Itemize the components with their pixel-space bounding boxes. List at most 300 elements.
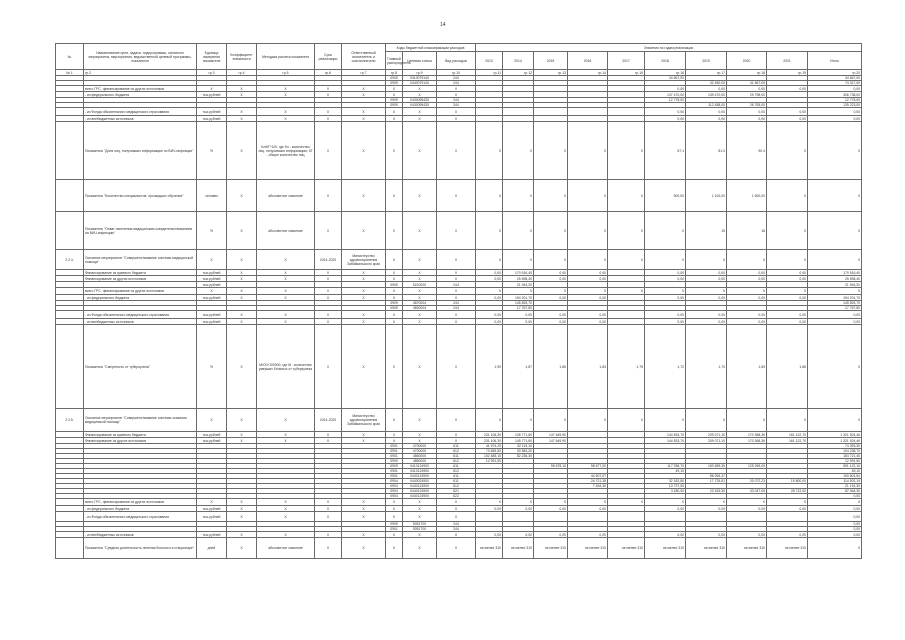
table-cell: 244 xyxy=(437,527,476,532)
table-cell: X xyxy=(257,438,315,444)
table-cell: 244 xyxy=(437,103,476,108)
table-cell: X xyxy=(437,250,476,270)
table-cell: X xyxy=(315,122,342,180)
table-cell xyxy=(767,512,808,522)
table-cell: М/ОЧ*100000, где М - количество умерших больных от туберкулеза xyxy=(257,325,315,409)
table-cell: 0,00 xyxy=(767,506,808,512)
table-cell: X xyxy=(534,409,568,432)
table-cell xyxy=(645,512,686,522)
table-cell xyxy=(56,212,84,250)
table-cell: X xyxy=(767,499,808,506)
table-cell: X xyxy=(197,499,227,506)
table-cell: 0,00 xyxy=(568,276,608,282)
table-cell: 0,00 xyxy=(808,108,862,116)
table-cell: Показатель "Средняя длительность лечения больного в стационаре" xyxy=(84,538,197,559)
table-cell: 0,00 xyxy=(727,270,767,276)
table-cell: X xyxy=(568,499,608,506)
table-cell: 2014-2020 xyxy=(315,409,342,432)
table-cell: гр.6 xyxy=(315,70,342,76)
table-cell: 0,00 xyxy=(686,506,727,512)
table-cell: 170 368,36 xyxy=(727,438,767,444)
table-cell: 0,00 xyxy=(727,86,767,92)
table-cell: 5051700 xyxy=(403,522,437,527)
table-cell: 17 725,81 xyxy=(686,479,727,484)
table-cell: 5210000 xyxy=(403,282,437,288)
table-cell: 1,68 xyxy=(767,325,808,409)
table-cell: 33 047,00 xyxy=(727,489,767,494)
table-cell: 0,00 xyxy=(645,270,686,276)
table-header xyxy=(56,44,862,70)
table-cell: 0,00 xyxy=(727,276,767,282)
table-cell: X xyxy=(227,295,257,301)
table-cell: X xyxy=(342,180,386,212)
table-cell: X xyxy=(342,512,386,522)
table-cell: X xyxy=(227,212,257,250)
table-cell: 32 182,80 xyxy=(645,479,686,484)
table-cell: 0909 xyxy=(386,282,403,288)
table-cell: X xyxy=(315,295,342,301)
table-cell: 209 071,10 xyxy=(686,438,727,444)
table-cell: гр.3 xyxy=(197,70,227,76)
table-cell: X xyxy=(386,86,403,92)
table-cell: 0909 xyxy=(386,464,403,469)
table-cell: 611 xyxy=(437,454,476,459)
table-cell: 0,00 xyxy=(767,311,808,319)
table-cell xyxy=(608,512,645,522)
table-cell: 0901 xyxy=(386,454,403,459)
table-cell: X xyxy=(342,108,386,116)
table-cell: X xyxy=(403,409,437,432)
table-cell: 0,00 xyxy=(686,311,727,319)
table-cell: 170 516,40 xyxy=(808,270,862,276)
table-cell: Финансирование из краевого бюджета xyxy=(84,270,197,276)
table-cell: 0909 xyxy=(386,81,403,86)
table-cell: 0901 xyxy=(386,449,403,454)
table-cell: % xyxy=(197,325,227,409)
table-cell: 0,00 xyxy=(686,532,727,538)
table-cell: 0904 xyxy=(386,479,403,484)
table-cell: 244 xyxy=(437,76,476,81)
table-row xyxy=(56,512,862,522)
table-cell: 0909 xyxy=(386,522,403,527)
table-cell: 0904 xyxy=(386,494,403,499)
table-cell: 0,00 xyxy=(767,108,808,116)
table-cell: 0440124900 xyxy=(403,484,437,489)
table-cell: X xyxy=(645,250,686,270)
table-cell: X xyxy=(257,532,315,538)
table-cell: 0,00 xyxy=(476,532,503,538)
table-cell: X xyxy=(645,288,686,295)
table-cell: 15 xyxy=(686,212,727,250)
table-cell: 0,00 xyxy=(686,319,727,325)
table-cell: 612 xyxy=(437,449,476,454)
table-cell: X xyxy=(386,212,403,250)
table-cell: 21 944,20 xyxy=(808,282,862,288)
table-cell xyxy=(568,512,608,522)
table-cell: X xyxy=(767,212,808,250)
table-cell: X xyxy=(403,438,437,444)
table-cell: X xyxy=(437,288,476,295)
table-cell: 0909 xyxy=(386,306,403,311)
table-cell: X xyxy=(534,250,568,270)
table-cell: X xyxy=(476,250,503,270)
table-cell: 0,00 xyxy=(534,276,568,282)
table-cell: 0,00 xyxy=(568,319,608,325)
table-cell: X xyxy=(227,108,257,116)
table-cell: Министерство здравоохранения Забайкальского края xyxy=(342,250,386,270)
table-cell: X xyxy=(386,432,403,438)
table-cell: 104 238,70 xyxy=(808,449,862,454)
table-cell: X xyxy=(808,180,862,212)
table-cell: X xyxy=(476,288,503,295)
table-cell: X xyxy=(476,409,503,432)
table-cell: X xyxy=(386,499,403,506)
table-cell xyxy=(686,512,727,522)
table-cell: 0,00 xyxy=(808,512,862,522)
table-cell: X xyxy=(386,512,403,522)
table-cell: 90,4 xyxy=(727,122,767,180)
table-cell: 26 765,00 xyxy=(727,103,767,108)
table-cell: 5051700 xyxy=(403,527,437,532)
table-cell: - из Фонда обязательного медицинского страхования xyxy=(84,311,197,319)
table-cell: X xyxy=(386,325,403,409)
table-cell: X xyxy=(227,512,257,522)
table-cell: 0440124900 xyxy=(403,494,437,499)
table-cell: не менее 310 xyxy=(767,538,808,559)
table-cell: X xyxy=(437,432,476,438)
table-cell: 144 833,70 xyxy=(645,438,686,444)
table-cell: 612 xyxy=(437,484,476,489)
table-cell: X xyxy=(437,108,476,116)
table-cell: 194 201,70 xyxy=(503,295,534,301)
table-cell: 0,00 xyxy=(767,295,808,301)
table-cell: 74 317,00 xyxy=(808,81,862,86)
table-cell: 12 778,00 xyxy=(645,98,686,103)
table-cell: 13 737,00 xyxy=(645,484,686,489)
table-cell: X xyxy=(476,499,503,506)
table-cell: не менее 310 xyxy=(686,538,727,559)
table-cell: X xyxy=(403,506,437,512)
table-cell: 0,00 xyxy=(808,319,862,325)
table-cell: X xyxy=(403,295,437,301)
table-cell: Кл/КГ*100, где Кл - количество лиц, получивших информацию; КГ - общее количество лиц xyxy=(257,122,315,180)
table-cell: X xyxy=(437,319,476,325)
table-cell: X xyxy=(645,409,686,432)
table-cell: 28 722,00 xyxy=(767,489,808,494)
table-cell: X xyxy=(437,512,476,522)
table-cell: 0909 xyxy=(386,301,403,306)
page-number: 14 xyxy=(440,22,446,28)
table-cell: X xyxy=(808,499,862,506)
table-cell: 0,00 xyxy=(808,532,862,538)
table-cell: % xyxy=(197,212,227,250)
table-cell: X xyxy=(342,295,386,301)
table-cell: гр.5 xyxy=(257,70,315,76)
table-cell: X xyxy=(342,276,386,282)
table-cell: X xyxy=(315,108,342,116)
table-cell: 25 598,40 xyxy=(808,276,862,282)
table-body xyxy=(56,70,862,559)
table-cell: 125 269,00 xyxy=(727,464,767,469)
table-cell: X xyxy=(342,92,386,98)
table-cell: X xyxy=(315,325,342,409)
table-cell xyxy=(476,512,503,522)
table-cell: 0,00 xyxy=(808,527,862,532)
table-cell: 0901 xyxy=(386,444,403,449)
table-cell: X xyxy=(808,122,862,180)
table-cell: X xyxy=(608,180,645,212)
table-cell: X xyxy=(386,532,403,538)
table-cell: 0,00 xyxy=(503,532,534,538)
table-cell: X xyxy=(808,325,862,409)
table-cell: X xyxy=(767,250,808,270)
table-cell: 0,00 xyxy=(476,295,503,301)
table-cell: X xyxy=(342,325,386,409)
table-cell: X xyxy=(197,250,227,270)
table-cell: 4860000 xyxy=(403,459,437,464)
table-cell: 1,85 xyxy=(534,325,568,409)
table-cell: X xyxy=(386,270,403,276)
table-cell: X xyxy=(403,108,437,116)
table-cell: 0,00 xyxy=(727,116,767,122)
table-cell: 244 xyxy=(437,522,476,527)
table-cell: X xyxy=(686,409,727,432)
table-cell: 34 667,00 xyxy=(808,76,862,81)
table-cell: 1,69 xyxy=(727,325,767,409)
table-cell: 24 721,35 xyxy=(568,479,608,484)
table-cell: X xyxy=(315,116,342,122)
table-cell: 611 xyxy=(437,474,476,479)
table-cell: X xyxy=(227,319,257,325)
table-cell: 0,00 xyxy=(808,86,862,92)
table-cell: X xyxy=(403,319,437,325)
table-cell: 67,1 xyxy=(645,122,686,180)
table-cell: 0,00 xyxy=(727,295,767,301)
table-cell: тыс.рублей xyxy=(197,108,227,116)
table-cell: 4870004 xyxy=(403,301,437,306)
table-cell: тыс.рублей xyxy=(197,295,227,301)
table-cell: 0,00 xyxy=(727,506,767,512)
table-cell: X xyxy=(403,212,437,250)
table-cell: 622 xyxy=(437,494,476,499)
table-cell: 0410124900 xyxy=(403,469,437,474)
table-cell: X xyxy=(403,512,437,522)
table-cell: 0,00 xyxy=(534,311,568,319)
table-row xyxy=(56,325,862,409)
table-cell: 0440124900 xyxy=(403,489,437,494)
table-row xyxy=(56,250,862,270)
table-cell: X xyxy=(403,311,437,319)
table-cell: X xyxy=(386,295,403,301)
table-cell: X xyxy=(342,432,386,438)
table-cell: 102 485,10 xyxy=(476,454,503,459)
table-cell: 161 122,70 xyxy=(767,432,808,438)
table-cell: 0,00 xyxy=(767,319,808,325)
table-cell: X xyxy=(568,288,608,295)
table-cell: X xyxy=(568,122,608,180)
table-cell: 114 502,19 xyxy=(808,479,862,484)
table-cell: 34 667,00 xyxy=(645,76,686,81)
table-cell: X xyxy=(386,92,403,98)
table-cell: X xyxy=(403,180,437,212)
table-cell: 0,00 xyxy=(645,311,686,319)
table-cell: X xyxy=(342,116,386,122)
table-cell: X xyxy=(227,92,257,98)
table-cell: X xyxy=(386,538,403,559)
table-cell: 12 778,00 xyxy=(808,98,862,103)
table-cell: X xyxy=(257,295,315,301)
table-cell: 244 xyxy=(437,98,476,103)
table-cell: 0,00 xyxy=(645,276,686,282)
table-row xyxy=(56,288,862,295)
table-cell xyxy=(534,108,568,116)
table-cell: 87 464,30 xyxy=(808,489,862,494)
table-cell: X xyxy=(727,499,767,506)
table-cell: Финансирование из краевого бюджета xyxy=(84,432,197,438)
header-cell: Единица измерения показателя xyxy=(197,44,227,70)
table-cell: X xyxy=(386,438,403,444)
table-cell: X xyxy=(403,276,437,282)
table-cell: X xyxy=(197,86,227,92)
table-cell: X xyxy=(476,180,503,212)
table-cell: X xyxy=(403,538,437,559)
table-cell: гр.18 xyxy=(727,70,767,76)
table-cell: гр.14 xyxy=(568,70,608,76)
table-cell: Финансирование из других источников xyxy=(84,438,197,444)
table-cell: X xyxy=(386,108,403,116)
table-cell: X xyxy=(437,276,476,282)
table-cell: 81,0 xyxy=(686,122,727,180)
table-cell: 0,00 xyxy=(568,506,608,512)
table-cell: 2.2.4. xyxy=(56,250,84,270)
table-cell: X xyxy=(437,92,476,98)
table-cell: 1 321 924,46 xyxy=(808,438,862,444)
table-cell: X xyxy=(727,409,767,432)
table-cell xyxy=(56,512,84,522)
table-cell: X xyxy=(645,499,686,506)
table-cell: X xyxy=(386,276,403,282)
table-cell: 0,00 xyxy=(767,86,808,92)
table-cell: Министерство здравоохранения Забайкальского края xyxy=(342,409,386,432)
table-cell: 98 677,00 xyxy=(568,464,608,469)
table-cell: 0440024900 xyxy=(403,479,437,484)
header-year: 2020 xyxy=(727,52,767,70)
table-cell: 144 833,70 xyxy=(645,432,686,438)
table-cell: 0,00 xyxy=(568,532,608,538)
table-cell: 100 601,54 xyxy=(808,474,862,479)
table-cell: X xyxy=(403,250,437,270)
table-cell: X xyxy=(227,116,257,122)
table-cell: гр.19 xyxy=(767,70,808,76)
header-cell: Главный распорядитель xyxy=(386,52,403,70)
table-cell: X xyxy=(403,288,437,295)
table-cell: 1 321 924,46 xyxy=(808,432,862,438)
table-cell: X xyxy=(227,86,257,92)
table-cell xyxy=(56,499,84,506)
table-cell: X xyxy=(808,538,862,559)
table-cell: X xyxy=(227,532,257,538)
table-cell: гр.11 xyxy=(476,70,503,76)
table-cell: 0909 xyxy=(386,98,403,103)
table-cell: 612 xyxy=(437,469,476,474)
table-cell: 2014-2020 xyxy=(315,250,342,270)
table-cell: X xyxy=(645,212,686,250)
table-cell: 0,00 xyxy=(767,532,808,538)
table-cell: X xyxy=(403,325,437,409)
table-cell: всего ГРС, финансирование из других источников xyxy=(84,288,197,295)
table-row xyxy=(56,108,862,116)
table-cell: 0440079140 xyxy=(403,81,437,86)
table-cell: X xyxy=(808,288,862,295)
table-cell: 0,00 xyxy=(476,276,503,282)
table-cell xyxy=(503,512,534,522)
table-cell: 0,00 xyxy=(645,116,686,122)
table-cell: 0,00 xyxy=(476,506,503,512)
table-cell: X xyxy=(437,180,476,212)
table-cell: 0,00 xyxy=(645,108,686,116)
table-cell: 22 515,30 xyxy=(686,489,727,494)
table-cell: X xyxy=(686,499,727,506)
table-cell: 0,00 xyxy=(503,506,534,512)
table-cell: X xyxy=(315,512,342,522)
table-cell: X xyxy=(257,92,315,98)
table-cell: X xyxy=(227,538,257,559)
table-cell: 17 767,80 xyxy=(503,306,534,311)
table-cell: 611 xyxy=(437,479,476,484)
table-cell: X xyxy=(608,288,645,295)
table-cell: 0440124900 xyxy=(403,474,437,479)
table-cell: X xyxy=(437,499,476,506)
table-cell: 21 191,30 xyxy=(808,484,862,489)
table-cell: 4820004 xyxy=(403,306,437,311)
table-cell: 0,00 xyxy=(808,116,862,122)
table-cell: гр.4 xyxy=(227,70,257,76)
table-cell: X xyxy=(342,532,386,538)
table-cell: 153 659,30 xyxy=(686,464,727,469)
table-cell: X xyxy=(727,288,767,295)
table-cell: 0,00 xyxy=(568,311,608,319)
table-cell xyxy=(534,512,568,522)
table-cell: X xyxy=(315,288,342,295)
header-year: 2021 xyxy=(767,52,808,70)
table-cell: 56 094,47 xyxy=(686,474,727,479)
table-cell: X xyxy=(437,122,476,180)
table-cell: 139 223,00 xyxy=(808,103,862,108)
table-cell: X xyxy=(767,409,808,432)
table-cell: 231 106,30 xyxy=(476,432,503,438)
table-cell: X xyxy=(437,438,476,444)
table-cell xyxy=(608,311,645,319)
table-cell: 1,70 xyxy=(686,325,727,409)
table-cell xyxy=(56,311,84,319)
header-cell: Методика расчета показателя xyxy=(257,44,315,70)
table-cell xyxy=(56,180,84,212)
table-cell: X xyxy=(503,499,534,506)
table-cell: 0,00 xyxy=(645,532,686,538)
table-cell: 0,00 xyxy=(476,311,503,319)
table-cell: 0,00 xyxy=(645,86,686,92)
table-cell: 41 974,20 xyxy=(476,444,503,449)
table-cell: 0,00 xyxy=(808,506,862,512)
table-cell: X xyxy=(437,409,476,432)
table-cell: X xyxy=(503,122,534,180)
table-cell: X xyxy=(386,250,403,270)
table-cell xyxy=(56,538,84,559)
header-cell: Срок реализации xyxy=(315,44,342,70)
table-cell: 0,00 xyxy=(476,270,503,276)
table-cell: X xyxy=(257,311,315,319)
table-cell: X xyxy=(342,499,386,506)
